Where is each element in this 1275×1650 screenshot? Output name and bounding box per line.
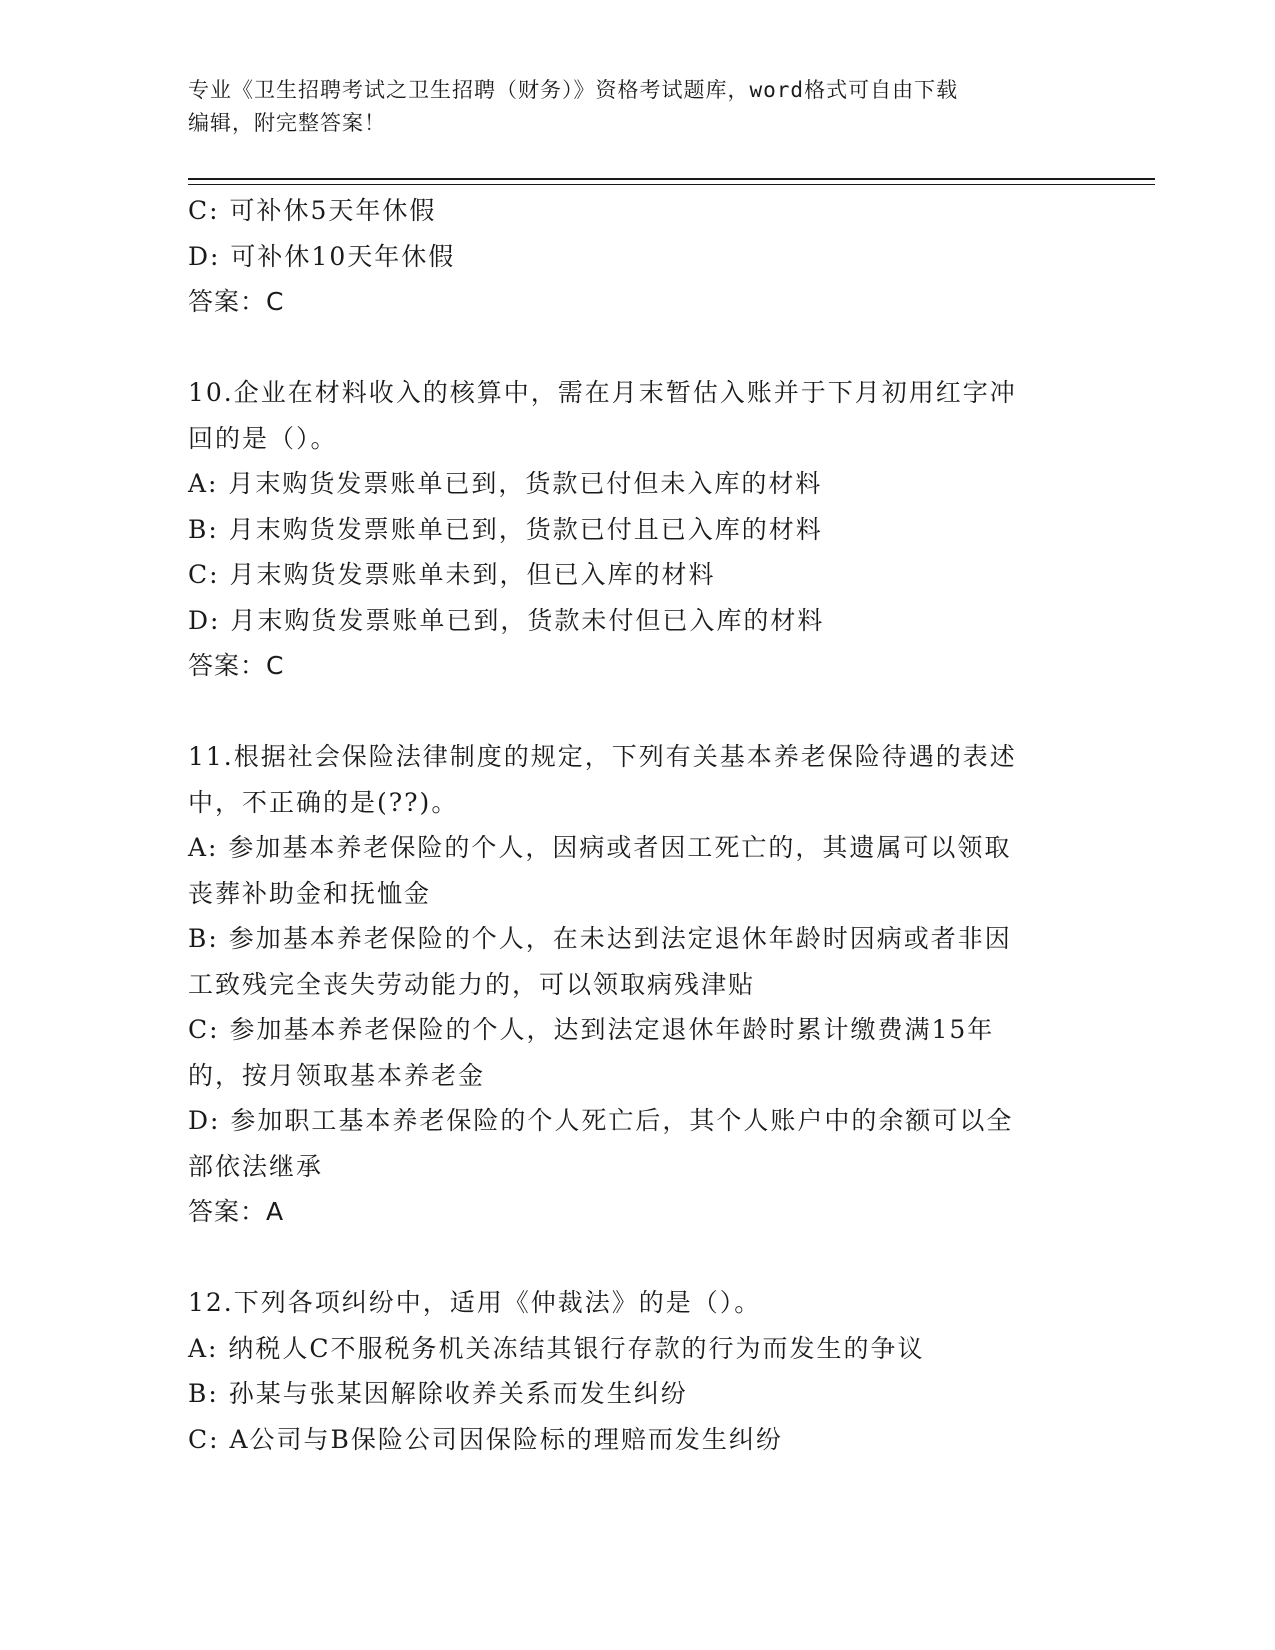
question-stem: 11.根据社会保险法律制度的规定，下列有关基本养老保险待遇的表述 [188, 742, 1017, 771]
option-c: C: A公司与B保险公司因保险标的理赔而发生纠纷 [188, 1424, 783, 1454]
option-d: D: 参加职工基本养老保险的个人死亡后，其个人账户中的余额可以全 [188, 1106, 1014, 1135]
header-line-1: 专业《卫生招聘考试之卫生招聘（财务）》资格考试题库，word格式可自由下载 [188, 78, 959, 102]
option-c: C: 可补休5天年休假 [188, 196, 437, 225]
answer-line: 答案：A [188, 1197, 285, 1226]
question-content [188, 188, 1088, 1462]
question-stem: 10.企业在材料收入的核算中，需在月末暂估入账并于下月初用红字冲 [188, 378, 1017, 407]
answer-line: 答案：C [188, 651, 285, 680]
spacer [188, 1235, 1088, 1281]
option-c-continued: 的，按月领取基本养老金 [188, 1060, 486, 1090]
question-11 [188, 734, 1088, 1235]
spacer [188, 689, 1088, 735]
spacer [188, 325, 1088, 371]
option-d-continued: 部依法继承 [188, 1151, 324, 1181]
question-stem-continued: 中，不正确的是(??)。 [188, 787, 459, 817]
option-a: A: 纳税人C不服税务机关冻结其银行存款的行为而发生的争议 [188, 1333, 925, 1363]
option-a: A: 月末购货发票账单已到，货款已付但未入库的材料 [188, 469, 823, 498]
option-d: D: 月末购货发票账单已到，货款未付但已入库的材料 [188, 605, 825, 635]
question-stem-continued: 回的是（）。 [188, 423, 338, 453]
option-b: B: 孙某与张某因解除收养关系而发生纠纷 [188, 1379, 688, 1408]
option-b: B: 月末购货发票账单已到，货款已付且已入库的材料 [188, 514, 823, 544]
question-stem: 12.下列各项纠纷中，适用《仲裁法》的是（）。 [188, 1288, 762, 1317]
header-divider-thin [188, 184, 1155, 185]
document-header [188, 74, 1088, 140]
option-b-continued: 工致残完全丧失劳动能力的，可以领取病残津贴 [188, 969, 756, 999]
answer-line: 答案：C [188, 287, 285, 316]
question-10 [188, 370, 1088, 689]
header-divider-thick [188, 178, 1155, 180]
option-c: C: 月末购货发票账单未到，但已入库的材料 [188, 560, 716, 589]
question-12 [188, 1280, 1088, 1462]
option-d: D: 可补休10天年休假 [188, 241, 456, 271]
header-line-2: 编辑，附完整答案！ [188, 111, 386, 135]
option-c: C: 参加基本养老保险的个人，达到法定退休年龄时累计缴费满15年 [188, 1015, 995, 1044]
question-9 [188, 188, 1088, 325]
option-a: A: 参加基本养老保险的个人，因病或者因工死亡的，其遗属可以领取 [188, 833, 1012, 862]
option-a-continued: 丧葬补助金和抚恤金 [188, 878, 432, 908]
option-b: B: 参加基本养老保险的个人，在未达到法定退休年龄时因病或者非因 [188, 924, 1012, 953]
